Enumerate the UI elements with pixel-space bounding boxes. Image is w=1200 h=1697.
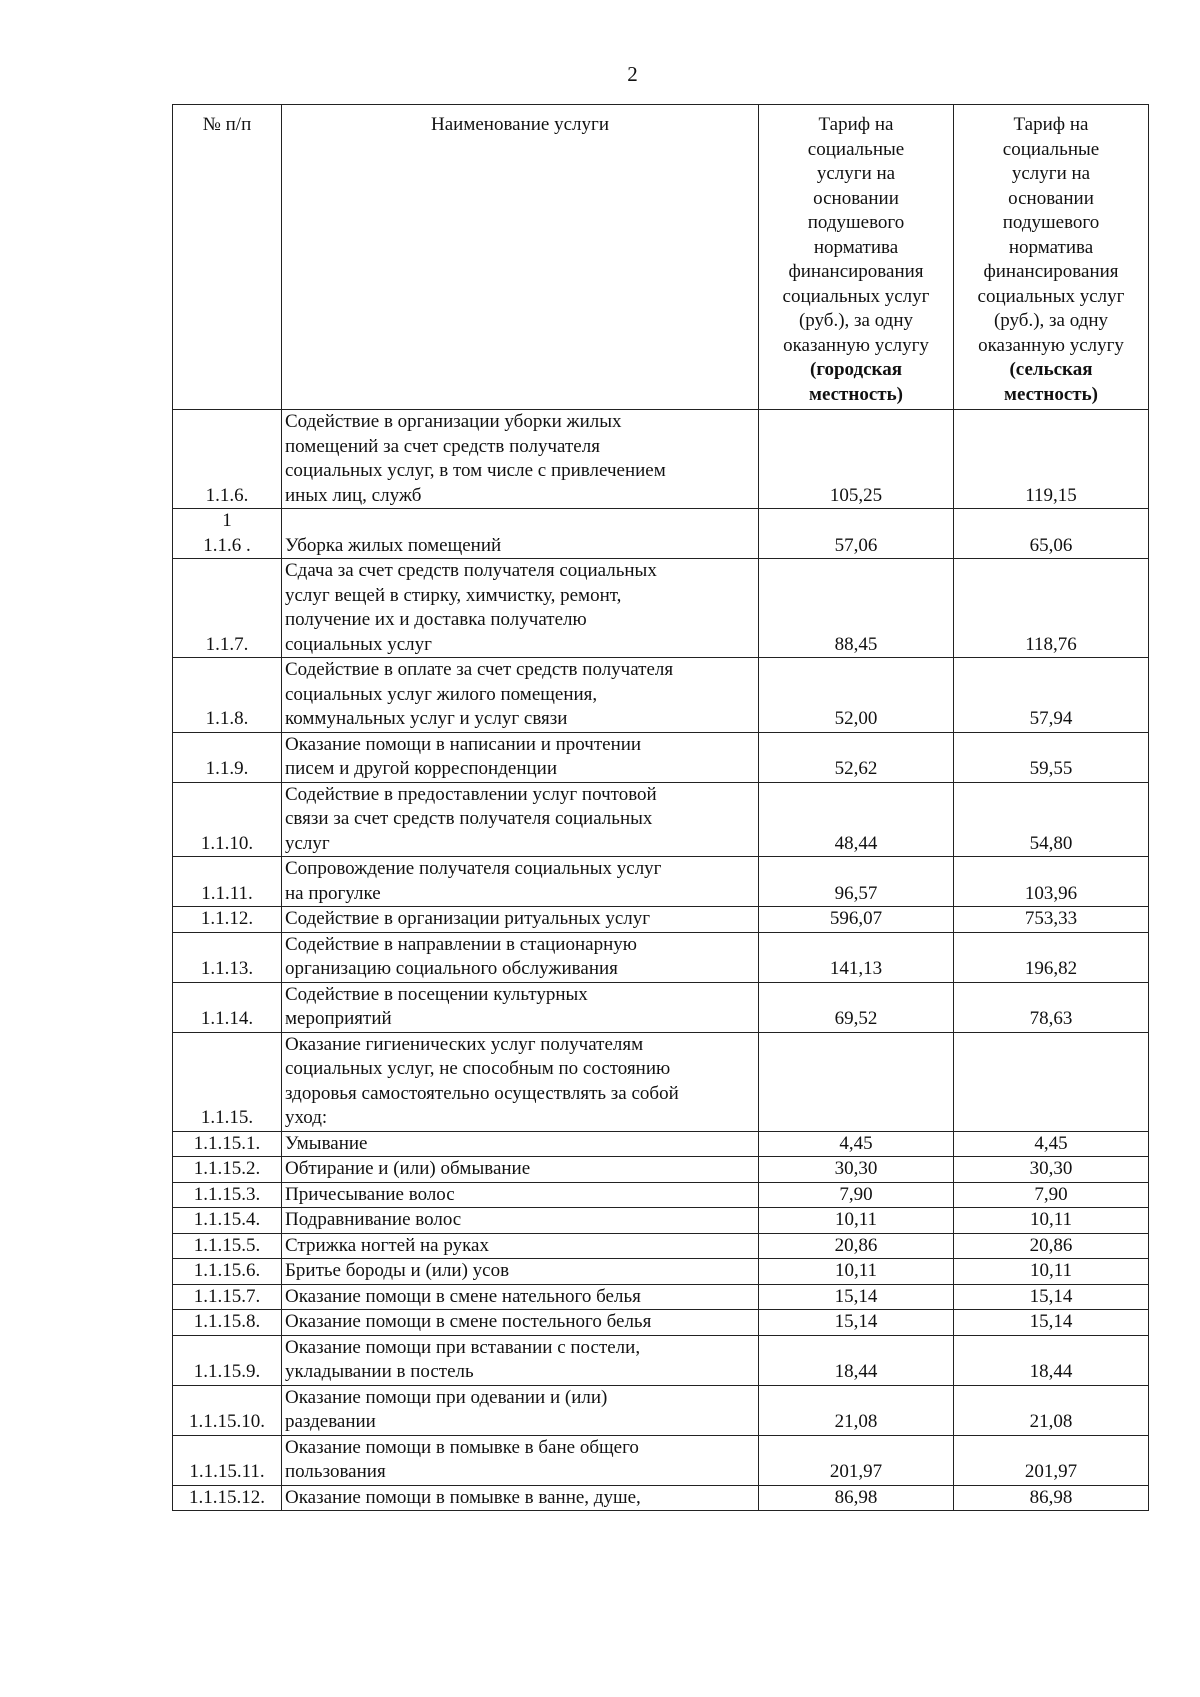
- table-row: [173, 982, 1149, 1032]
- urban-tariff: 596,07: [759, 907, 954, 933]
- service-name: Уборка жилых помещений: [282, 509, 759, 559]
- service-name: Содействие в посещении культурных мероприятий: [282, 982, 759, 1032]
- table-body: [173, 410, 1149, 1511]
- urban-tariff: 30,30: [759, 1157, 954, 1183]
- row-number: 1.1.6.: [173, 410, 282, 509]
- row-number: 1.1.15.1.: [173, 1131, 282, 1157]
- rural-tariff: 118,76: [954, 559, 1149, 658]
- table-row: [173, 1485, 1149, 1511]
- row-number: 1 1.1.6 .: [173, 509, 282, 559]
- urban-tariff: 18,44: [759, 1335, 954, 1385]
- rural-tariff: 54,80: [954, 782, 1149, 857]
- rural-tariff: 21,08: [954, 1385, 1149, 1435]
- service-name: Содействие в организации ритуальных услуг: [282, 907, 759, 933]
- urban-tariff: 201,97: [759, 1435, 954, 1485]
- service-name: Оказание помощи в помывке в бане общего пользования: [282, 1435, 759, 1485]
- row-number: 1.1.15.11.: [173, 1435, 282, 1485]
- table-row: [173, 1182, 1149, 1208]
- row-number: 1.1.15.7.: [173, 1284, 282, 1310]
- urban-tariff: 105,25: [759, 410, 954, 509]
- rural-tariff: 86,98: [954, 1485, 1149, 1511]
- row-number: 1.1.15.9.: [173, 1335, 282, 1385]
- urban-tariff: 10,11: [759, 1259, 954, 1285]
- row-number: 1.1.15.5.: [173, 1233, 282, 1259]
- rural-tariff: 30,30: [954, 1157, 1149, 1183]
- header-rural-area: (сельская местность): [1004, 359, 1098, 405]
- row-number: 1.1.15.10.: [173, 1385, 282, 1435]
- urban-tariff: 4,45: [759, 1131, 954, 1157]
- urban-tariff: 15,14: [759, 1310, 954, 1336]
- service-name: Оказание помощи в смене нательного белья: [282, 1284, 759, 1310]
- service-name: Содействие в предоставлении услуг почтовой связи за счет средств получателя социальных услуг: [282, 782, 759, 857]
- rural-tariff: 10,11: [954, 1208, 1149, 1234]
- row-number: 1.1.15.2.: [173, 1157, 282, 1183]
- row-number: 1.1.12.: [173, 907, 282, 933]
- row-number: 1.1.15.6.: [173, 1259, 282, 1285]
- urban-tariff: 88,45: [759, 559, 954, 658]
- table-row: [173, 1435, 1149, 1485]
- service-name: Оказание гигиенических услуг получателям социальных услуг, не способным по состоянию здоровья самостоятельно осуществлять за собой уход:: [282, 1032, 759, 1131]
- table-row: [173, 410, 1149, 509]
- table-row: [173, 732, 1149, 782]
- row-number: 1.1.7.: [173, 559, 282, 658]
- urban-tariff: 48,44: [759, 782, 954, 857]
- rural-tariff: 119,15: [954, 410, 1149, 509]
- urban-tariff: 52,62: [759, 732, 954, 782]
- row-number: 1.1.11.: [173, 857, 282, 907]
- row-number: 1.1.8.: [173, 658, 282, 733]
- urban-tariff: 96,57: [759, 857, 954, 907]
- row-number: 1.1.15.12.: [173, 1485, 282, 1511]
- row-number: 1.1.15.4.: [173, 1208, 282, 1234]
- service-name: Сдача за счет средств получателя социальных услуг вещей в стирку, химчистку, ремонт, получение их и доставка получателю социальных услуг: [282, 559, 759, 658]
- rural-tariff: 15,14: [954, 1310, 1149, 1336]
- urban-tariff: 86,98: [759, 1485, 954, 1511]
- table-row: [173, 509, 1149, 559]
- rural-tariff: 59,55: [954, 732, 1149, 782]
- urban-tariff: 7,90: [759, 1182, 954, 1208]
- header-urban-tariff: [759, 105, 954, 410]
- urban-tariff: 141,13: [759, 932, 954, 982]
- service-name: Оказание помощи при одевании и (или) раздевании: [282, 1385, 759, 1435]
- rural-tariff: 78,63: [954, 982, 1149, 1032]
- rural-tariff: 4,45: [954, 1131, 1149, 1157]
- page-number: 2: [627, 62, 638, 86]
- header-rural-text: Тариф на социальные услуги на основании подушевого норматива финансирования социальных услуг (руб.), за одну оказанную услугу: [977, 114, 1125, 356]
- urban-tariff: 52,00: [759, 658, 954, 733]
- row-number: 1.1.15.3.: [173, 1182, 282, 1208]
- table-row: [173, 1385, 1149, 1435]
- header-urban-text: Тариф на социальные услуги на основании подушевого норматива финансирования социальных услуг (руб.), за одну оказанную услугу: [782, 114, 930, 356]
- rural-tariff: 10,11: [954, 1259, 1149, 1285]
- service-name: Содействие в направлении в стационарную организацию социального обслуживания: [282, 932, 759, 982]
- table-row: [173, 658, 1149, 733]
- table-row: [173, 907, 1149, 933]
- row-number: 1.1.9.: [173, 732, 282, 782]
- service-name: Содействие в оплате за счет средств получателя социальных услуг жилого помещения, коммунальных услуг и услуг связи: [282, 658, 759, 733]
- service-name: Оказание помощи в помывке в ванне, душе,: [282, 1485, 759, 1511]
- table-row: [173, 1310, 1149, 1336]
- header-rural-tariff: [954, 105, 1149, 410]
- rural-tariff: 7,90: [954, 1182, 1149, 1208]
- tariff-table: [172, 104, 1149, 1511]
- row-number: 1.1.15.8.: [173, 1310, 282, 1336]
- table-row: [173, 1284, 1149, 1310]
- row-number: 1.1.10.: [173, 782, 282, 857]
- service-name: Умывание: [282, 1131, 759, 1157]
- table-row: [173, 1208, 1149, 1234]
- urban-tariff: 21,08: [759, 1385, 954, 1435]
- service-name: Сопровождение получателя социальных услуг на прогулке: [282, 857, 759, 907]
- urban-tariff: 57,06: [759, 509, 954, 559]
- rural-tariff: 65,06: [954, 509, 1149, 559]
- urban-tariff: 20,86: [759, 1233, 954, 1259]
- row-number: 1.1.15.: [173, 1032, 282, 1131]
- urban-tariff: 69,52: [759, 982, 954, 1032]
- urban-tariff: 15,14: [759, 1284, 954, 1310]
- header-number: № п/п: [173, 105, 282, 410]
- urban-tariff: 10,11: [759, 1208, 954, 1234]
- table-row: [173, 559, 1149, 658]
- service-name: Оказание помощи в смене постельного белья: [282, 1310, 759, 1336]
- table-row: [173, 1259, 1149, 1285]
- service-name: Обтирание и (или) обмывание: [282, 1157, 759, 1183]
- service-name: Стрижка ногтей на руках: [282, 1233, 759, 1259]
- header-service-name: Наименование услуги: [282, 105, 759, 410]
- rural-tariff: 18,44: [954, 1335, 1149, 1385]
- rural-tariff: 201,97: [954, 1435, 1149, 1485]
- table-row: [173, 1335, 1149, 1385]
- service-name: Подравнивание волос: [282, 1208, 759, 1234]
- table-row: [173, 932, 1149, 982]
- rural-tariff: 20,86: [954, 1233, 1149, 1259]
- table-row: [173, 857, 1149, 907]
- service-name: Содействие в организации уборки жилых помещений за счет средств получателя социальных услуг, в том числе с привлечением иных лиц, служб: [282, 410, 759, 509]
- row-number: 1.1.14.: [173, 982, 282, 1032]
- rural-tariff: 57,94: [954, 658, 1149, 733]
- header-urban-area: (городская местность): [809, 359, 903, 405]
- table-row: [173, 782, 1149, 857]
- table-row: [173, 1157, 1149, 1183]
- rural-tariff: [954, 1032, 1149, 1131]
- row-number: 1.1.13.: [173, 932, 282, 982]
- rural-tariff: 15,14: [954, 1284, 1149, 1310]
- service-name: Бритье бороды и (или) усов: [282, 1259, 759, 1285]
- table-row: [173, 1032, 1149, 1131]
- service-name: Оказание помощи при вставании с постели, укладывании в постель: [282, 1335, 759, 1385]
- table-row: [173, 1233, 1149, 1259]
- urban-tariff: [759, 1032, 954, 1131]
- service-name: Оказание помощи в написании и прочтении писем и другой корреспонденции: [282, 732, 759, 782]
- table-row: [173, 1131, 1149, 1157]
- rural-tariff: 196,82: [954, 932, 1149, 982]
- service-name: Причесывание волос: [282, 1182, 759, 1208]
- rural-tariff: 753,33: [954, 907, 1149, 933]
- rural-tariff: 103,96: [954, 857, 1149, 907]
- table-header-row: [173, 105, 1149, 410]
